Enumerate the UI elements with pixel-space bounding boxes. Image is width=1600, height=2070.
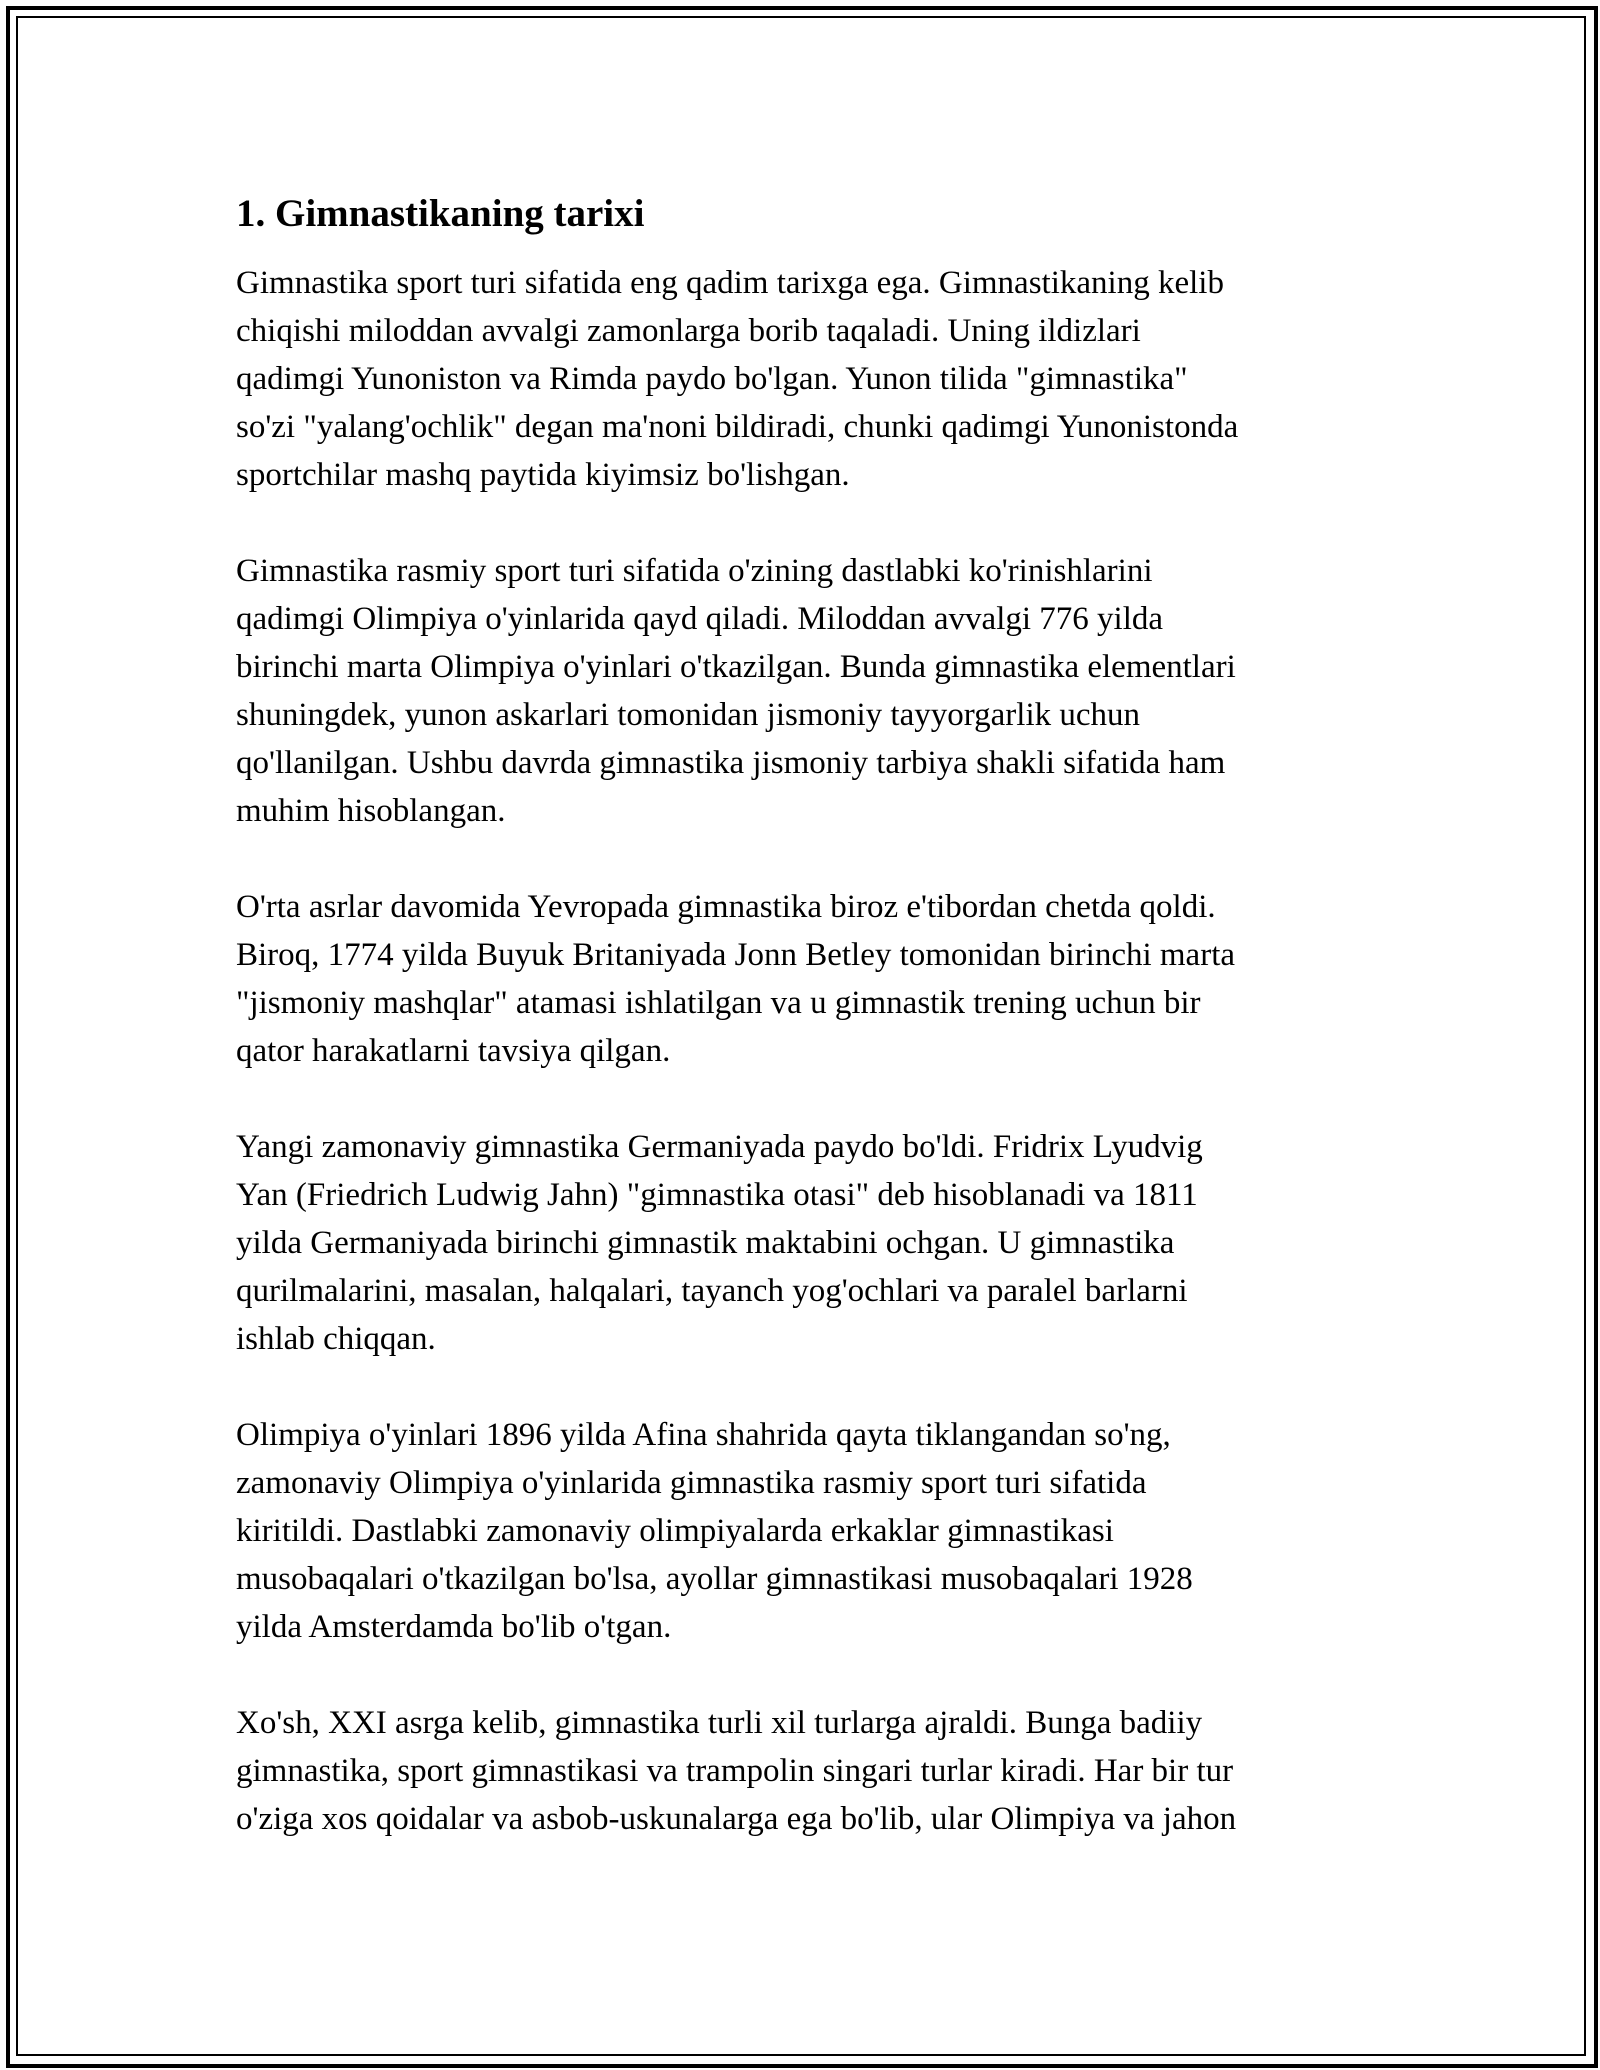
paragraph-6 bbox=[236, 1699, 1366, 1843]
text-line: musobaqalari o'tkazilgan bo'lsa, ayollar gimnastikasi musobaqalari 1928 bbox=[236, 1561, 1193, 1597]
text-line: kiritildi. Dastlabki zamonaviy olimpiyalarda erkaklar gimnastikasi bbox=[236, 1513, 1114, 1549]
text-line: gimnastika, sport gimnastikasi va trampolin singari turlar kiradi. Har bir tur bbox=[236, 1753, 1234, 1789]
paragraph-4 bbox=[236, 1123, 1366, 1363]
text-line: yilda Amsterdamda bo'lib o'tgan. bbox=[236, 1609, 672, 1645]
text-line: qo'llanilgan. Ushbu davrda gimnastika jismoniy tarbiya shakli sifatida ham bbox=[236, 745, 1226, 781]
text-line: Olimpiya o'yinlari 1896 yilda Afina shahrida qayta tiklangandan so'ng, bbox=[236, 1417, 1171, 1453]
document-body bbox=[236, 188, 1366, 1891]
text-line: O'rta asrlar davomida Yevropada gimnastika biroz e'tibordan chetda qoldi. bbox=[236, 889, 1216, 925]
paragraph-2 bbox=[236, 547, 1366, 835]
text-line: o'ziga xos qoidalar va asbob-uskunalarga ega bo'lib, ular Olimpiya va jahon bbox=[236, 1801, 1237, 1837]
text-line: Gimnastika rasmiy sport turi sifatida o'zining dastlabki ko'rinishlarini bbox=[236, 553, 1153, 589]
text-line: Xo'sh, XXI asrga kelib, gimnastika turli xil turlarga ajraldi. Bunga badiiy bbox=[236, 1705, 1203, 1741]
text-line: sportchilar mashq paytida kiyimsiz bo'lishgan. bbox=[236, 457, 850, 493]
text-line: ishlab chiqqan. bbox=[236, 1321, 436, 1357]
paragraph-5 bbox=[236, 1411, 1366, 1651]
paragraph-1 bbox=[236, 259, 1366, 499]
text-line: qurilmalarini, masalan, halqalari, tayanch yog'ochlari va paralel barlarni bbox=[236, 1273, 1188, 1309]
text-line: Yangi zamonaviy gimnastika Germaniyada paydo bo'ldi. Fridrix Lyudvig bbox=[236, 1129, 1203, 1165]
paragraph-3 bbox=[236, 883, 1366, 1075]
text-line: Gimnastika sport turi sifatida eng qadim tarixga ega. Gimnastikaning kelib bbox=[236, 265, 1224, 301]
text-line: "jismoniy mashqlar" atamasi ishlatilgan va u gimnastik trening uchun bir bbox=[236, 985, 1201, 1021]
section-heading: 1. Gimnastikaning tarixi bbox=[236, 192, 645, 235]
text-line: zamonaviy Olimpiya o'yinlarida gimnastika rasmiy sport turi sifatida bbox=[236, 1465, 1147, 1501]
text-line: qadimgi Olimpiya o'yinlarida qayd qiladi. Miloddan avvalgi 776 yilda bbox=[236, 601, 1164, 637]
text-line: qator harakatlarni tavsiya qilgan. bbox=[236, 1033, 671, 1069]
text-line: so'zi "yalang'ochlik" degan ma'noni bildiradi, chunki qadimgi Yunonistonda bbox=[236, 409, 1239, 445]
text-line: birinchi marta Olimpiya o'yinlari o'tkazilgan. Bunda gimnastika elementlari bbox=[236, 649, 1236, 685]
text-line: shuningdek, yunon askarlari tomonidan jismoniy tayyorgarlik uchun bbox=[236, 697, 1141, 733]
text-line: chiqishi miloddan avvalgi zamonlarga borib taqaladi. Uning ildizlari bbox=[236, 313, 1141, 349]
text-line: Biroq, 1774 yilda Buyuk Britaniyada Jonn Betley tomonidan birinchi marta bbox=[236, 937, 1236, 973]
text-line: muhim hisoblangan. bbox=[236, 793, 506, 829]
text-line: qadimgi Yunoniston va Rimda paydo bo'lgan. Yunon tilida "gimnastika" bbox=[236, 361, 1188, 397]
text-line: Yan (Friedrich Ludwig Jahn) "gimnastika otasi" deb hisoblanadi va 1811 bbox=[236, 1177, 1198, 1213]
text-line: yilda Germaniyada birinchi gimnastik maktabini ochgan. U gimnastika bbox=[236, 1225, 1175, 1261]
